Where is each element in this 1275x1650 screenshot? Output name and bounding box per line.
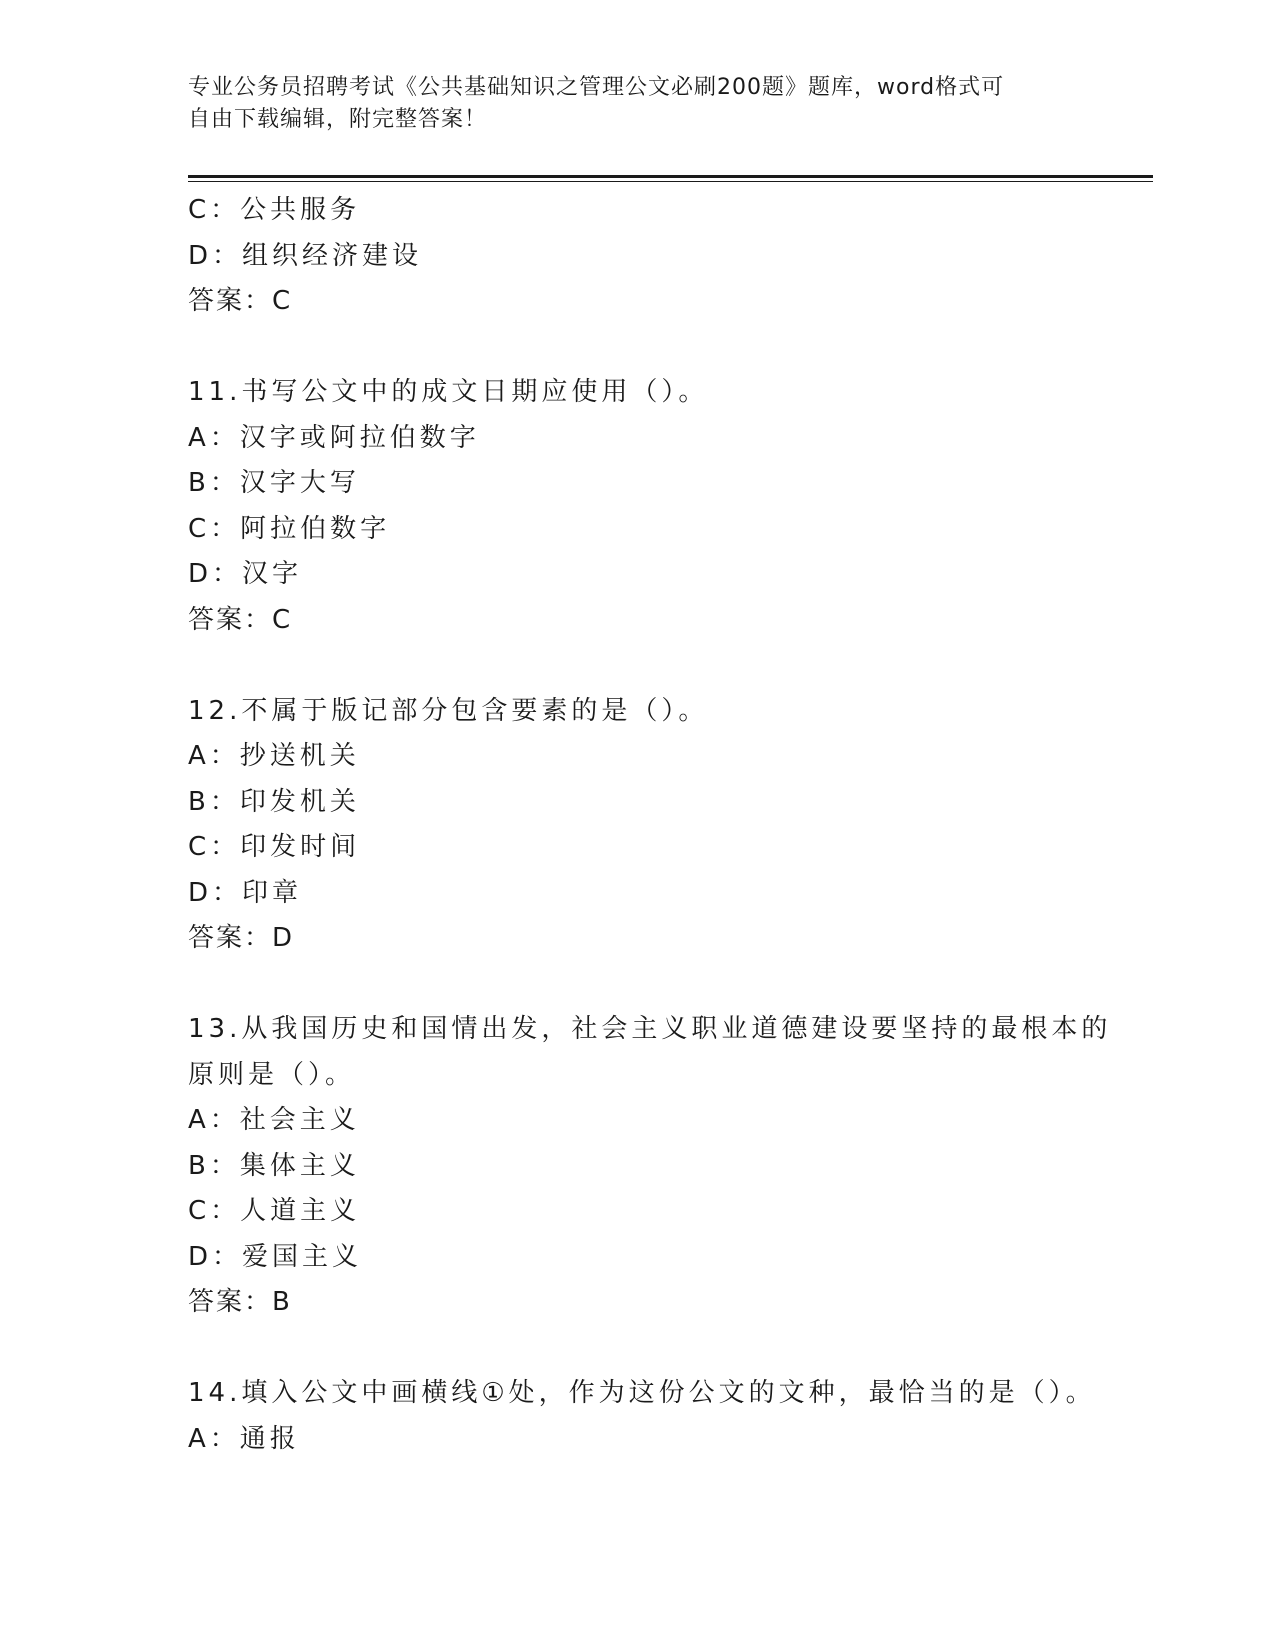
question-carryover bbox=[188, 188, 1088, 325]
header-divider-thin bbox=[188, 181, 1153, 182]
option-a: A：汉字或阿拉伯数字 bbox=[188, 422, 480, 453]
question-stem-line-2: 原则是（）。 bbox=[188, 1059, 356, 1090]
question-stem: 11.书写公文中的成文日期应使用（）。 bbox=[188, 377, 709, 407]
option-a: A：抄送机关 bbox=[188, 741, 360, 771]
spacer bbox=[188, 1326, 1088, 1372]
header-title-line-2: 自由下载编辑，附完整答案！ bbox=[188, 107, 488, 132]
spacer bbox=[188, 325, 1088, 371]
option-d: D：印章 bbox=[188, 877, 303, 908]
document-header bbox=[188, 72, 1068, 136]
option-c: C：印发时间 bbox=[188, 832, 361, 862]
answer-line: 答案：C bbox=[188, 604, 293, 635]
option-c: C：人道主义 bbox=[188, 1196, 361, 1226]
question-stem-line-1: 13.从我国历史和国情出发，社会主义职业道德建设要坚持的最根本的 bbox=[188, 1014, 1112, 1044]
option-b: B：汉字大写 bbox=[188, 468, 360, 498]
header-divider-thick bbox=[188, 175, 1153, 178]
option-d: D：汉字 bbox=[188, 559, 303, 589]
option-b: B：印发机关 bbox=[188, 786, 360, 817]
spacer bbox=[188, 643, 1088, 689]
question-stem: 14.填入公文中画横线①处，作为这份公文的文种，最恰当的是（）。 bbox=[188, 1378, 1096, 1408]
option-c: C：公共服务 bbox=[188, 195, 361, 225]
question-12 bbox=[188, 689, 1088, 962]
option-d: D：爱国主义 bbox=[188, 1241, 363, 1272]
option-c: C：阿拉伯数字 bbox=[188, 513, 391, 544]
question-stem: 12.不属于版记部分包含要素的是（）。 bbox=[188, 695, 709, 726]
option-d: D：组织经济建设 bbox=[188, 240, 423, 271]
question-13 bbox=[188, 1007, 1112, 1326]
option-a: A：社会主义 bbox=[188, 1105, 360, 1135]
answer-line: 答案：C bbox=[188, 286, 293, 316]
question-list bbox=[188, 188, 1112, 1462]
question-11 bbox=[188, 370, 1088, 643]
header-title-line-1: 专业公务员招聘考试《公共基础知识之管理公文必刷200题》题库，word格式可 bbox=[188, 75, 1005, 100]
spacer bbox=[188, 962, 1088, 1008]
option-a: A：通报 bbox=[188, 1423, 300, 1454]
question-14 bbox=[188, 1371, 1096, 1462]
answer-line: 答案：B bbox=[188, 1287, 292, 1317]
answer-line: 答案：D bbox=[188, 923, 295, 953]
option-b: B：集体主义 bbox=[188, 1150, 360, 1181]
